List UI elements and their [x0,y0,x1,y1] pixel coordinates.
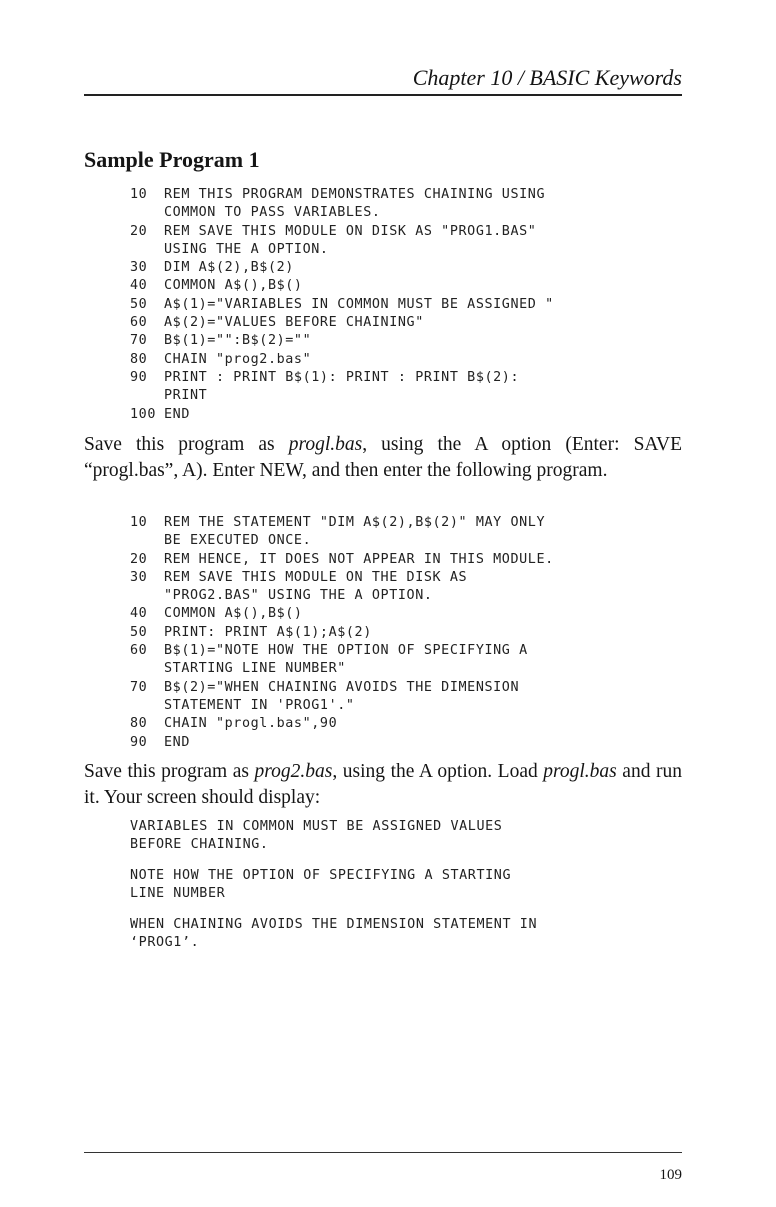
code-line: 80 CHAIN "progl.bas",90 [130,716,338,732]
footer-rule [84,1152,682,1153]
code-line: 20 REM HENCE, IT DOES NOT APPEAR IN THIS MODULE. [130,551,554,567]
code-line: 30 DIM A$(2),B$(2) [130,260,294,276]
filename-prog2: prog2.bas [254,761,333,782]
screen-output-block [130,867,690,904]
code-line: 40 COMMON A$(),B$() [130,606,303,622]
code-line-continuation: BE EXECUTED ONCE. [164,533,312,549]
code-line: 70 B$(1)="":B$(2)="" [130,333,312,349]
code-line-continuation: USING THE A OPTION. [164,241,329,257]
output-line: LINE NUMBER [130,886,226,902]
code-line: 20 REM SAVE THIS MODULE ON DISK AS "PROG1.BAS" [130,223,537,239]
code-line: 80 CHAIN "prog2.bas" [130,351,312,367]
code-line: 100 END [130,406,190,422]
section-title: Sample Program 1 [84,147,260,172]
paragraph-1: Save this program as progl.bas, using the A option (Enter: SAVE “progl.bas”, A). Enter NEW, and then enter the following program. [84,434,682,481]
code-line: 60 B$(1)="NOTE HOW THE OPTION OF SPECIFYING A [130,643,528,659]
code-line-continuation: COMMON TO PASS VARIABLES. [164,205,381,221]
program2-listing [130,514,690,752]
program1-listing [130,186,690,424]
screen-output-block [130,818,690,855]
screen-output-block [130,916,690,953]
code-line: 60 A$(2)="VALUES BEFORE CHAINING" [130,315,424,331]
output-line: VARIABLES IN COMMON MUST BE ASSIGNED VALUES [130,819,503,834]
code-line: 30 REM SAVE THIS MODULE ON THE DISK AS [130,569,468,585]
code-line: 50 A$(1)="VARIABLES IN COMMON MUST BE ASSIGNED " [130,296,554,312]
code-line: 40 COMMON A$(),B$() [130,278,303,294]
code-line: 50 PRINT: PRINT A$(1);A$(2) [130,624,372,640]
output-line: WHEN CHAINING AVOIDS THE DIMENSION STATEMENT IN [130,917,538,932]
code-line: 10 REM THIS PROGRAM DEMONSTRATES CHAINING USING [130,187,546,202]
code-line: 10 REM THE STATEMENT "DIM A$(2),B$(2)" MAY ONLY [130,515,546,530]
filename-progl: progl.bas [288,434,363,455]
code-line: 70 B$(2)="WHEN CHAINING AVOIDS THE DIMENSION [130,679,520,695]
paragraph-2: Save this program as prog2.bas, using the A option. Load progl.bas and run it. Your screen should display: [84,761,682,808]
page-header-title: Chapter 10 / BASIC Keywords [412,65,682,90]
output-line: BEFORE CHAINING. [130,837,269,853]
filename-progl: progl.bas [543,761,617,782]
header-rule [84,94,682,96]
code-line-continuation: STARTING LINE NUMBER" [164,661,346,677]
output-line: ‘PROG1’. [130,935,200,951]
code-line: 90 PRINT : PRINT B$(1): PRINT : PRINT B$(2): [130,369,520,385]
code-line-continuation: STATEMENT IN 'PROG1'." [164,697,355,713]
page-number: 109 [659,1167,682,1183]
code-line-continuation: PRINT [164,388,208,404]
code-line: 90 END [130,734,190,750]
code-line-continuation: "PROG2.BAS" USING THE A OPTION. [164,588,433,604]
output-line: NOTE HOW THE OPTION OF SPECIFYING A STARTING [130,868,512,883]
